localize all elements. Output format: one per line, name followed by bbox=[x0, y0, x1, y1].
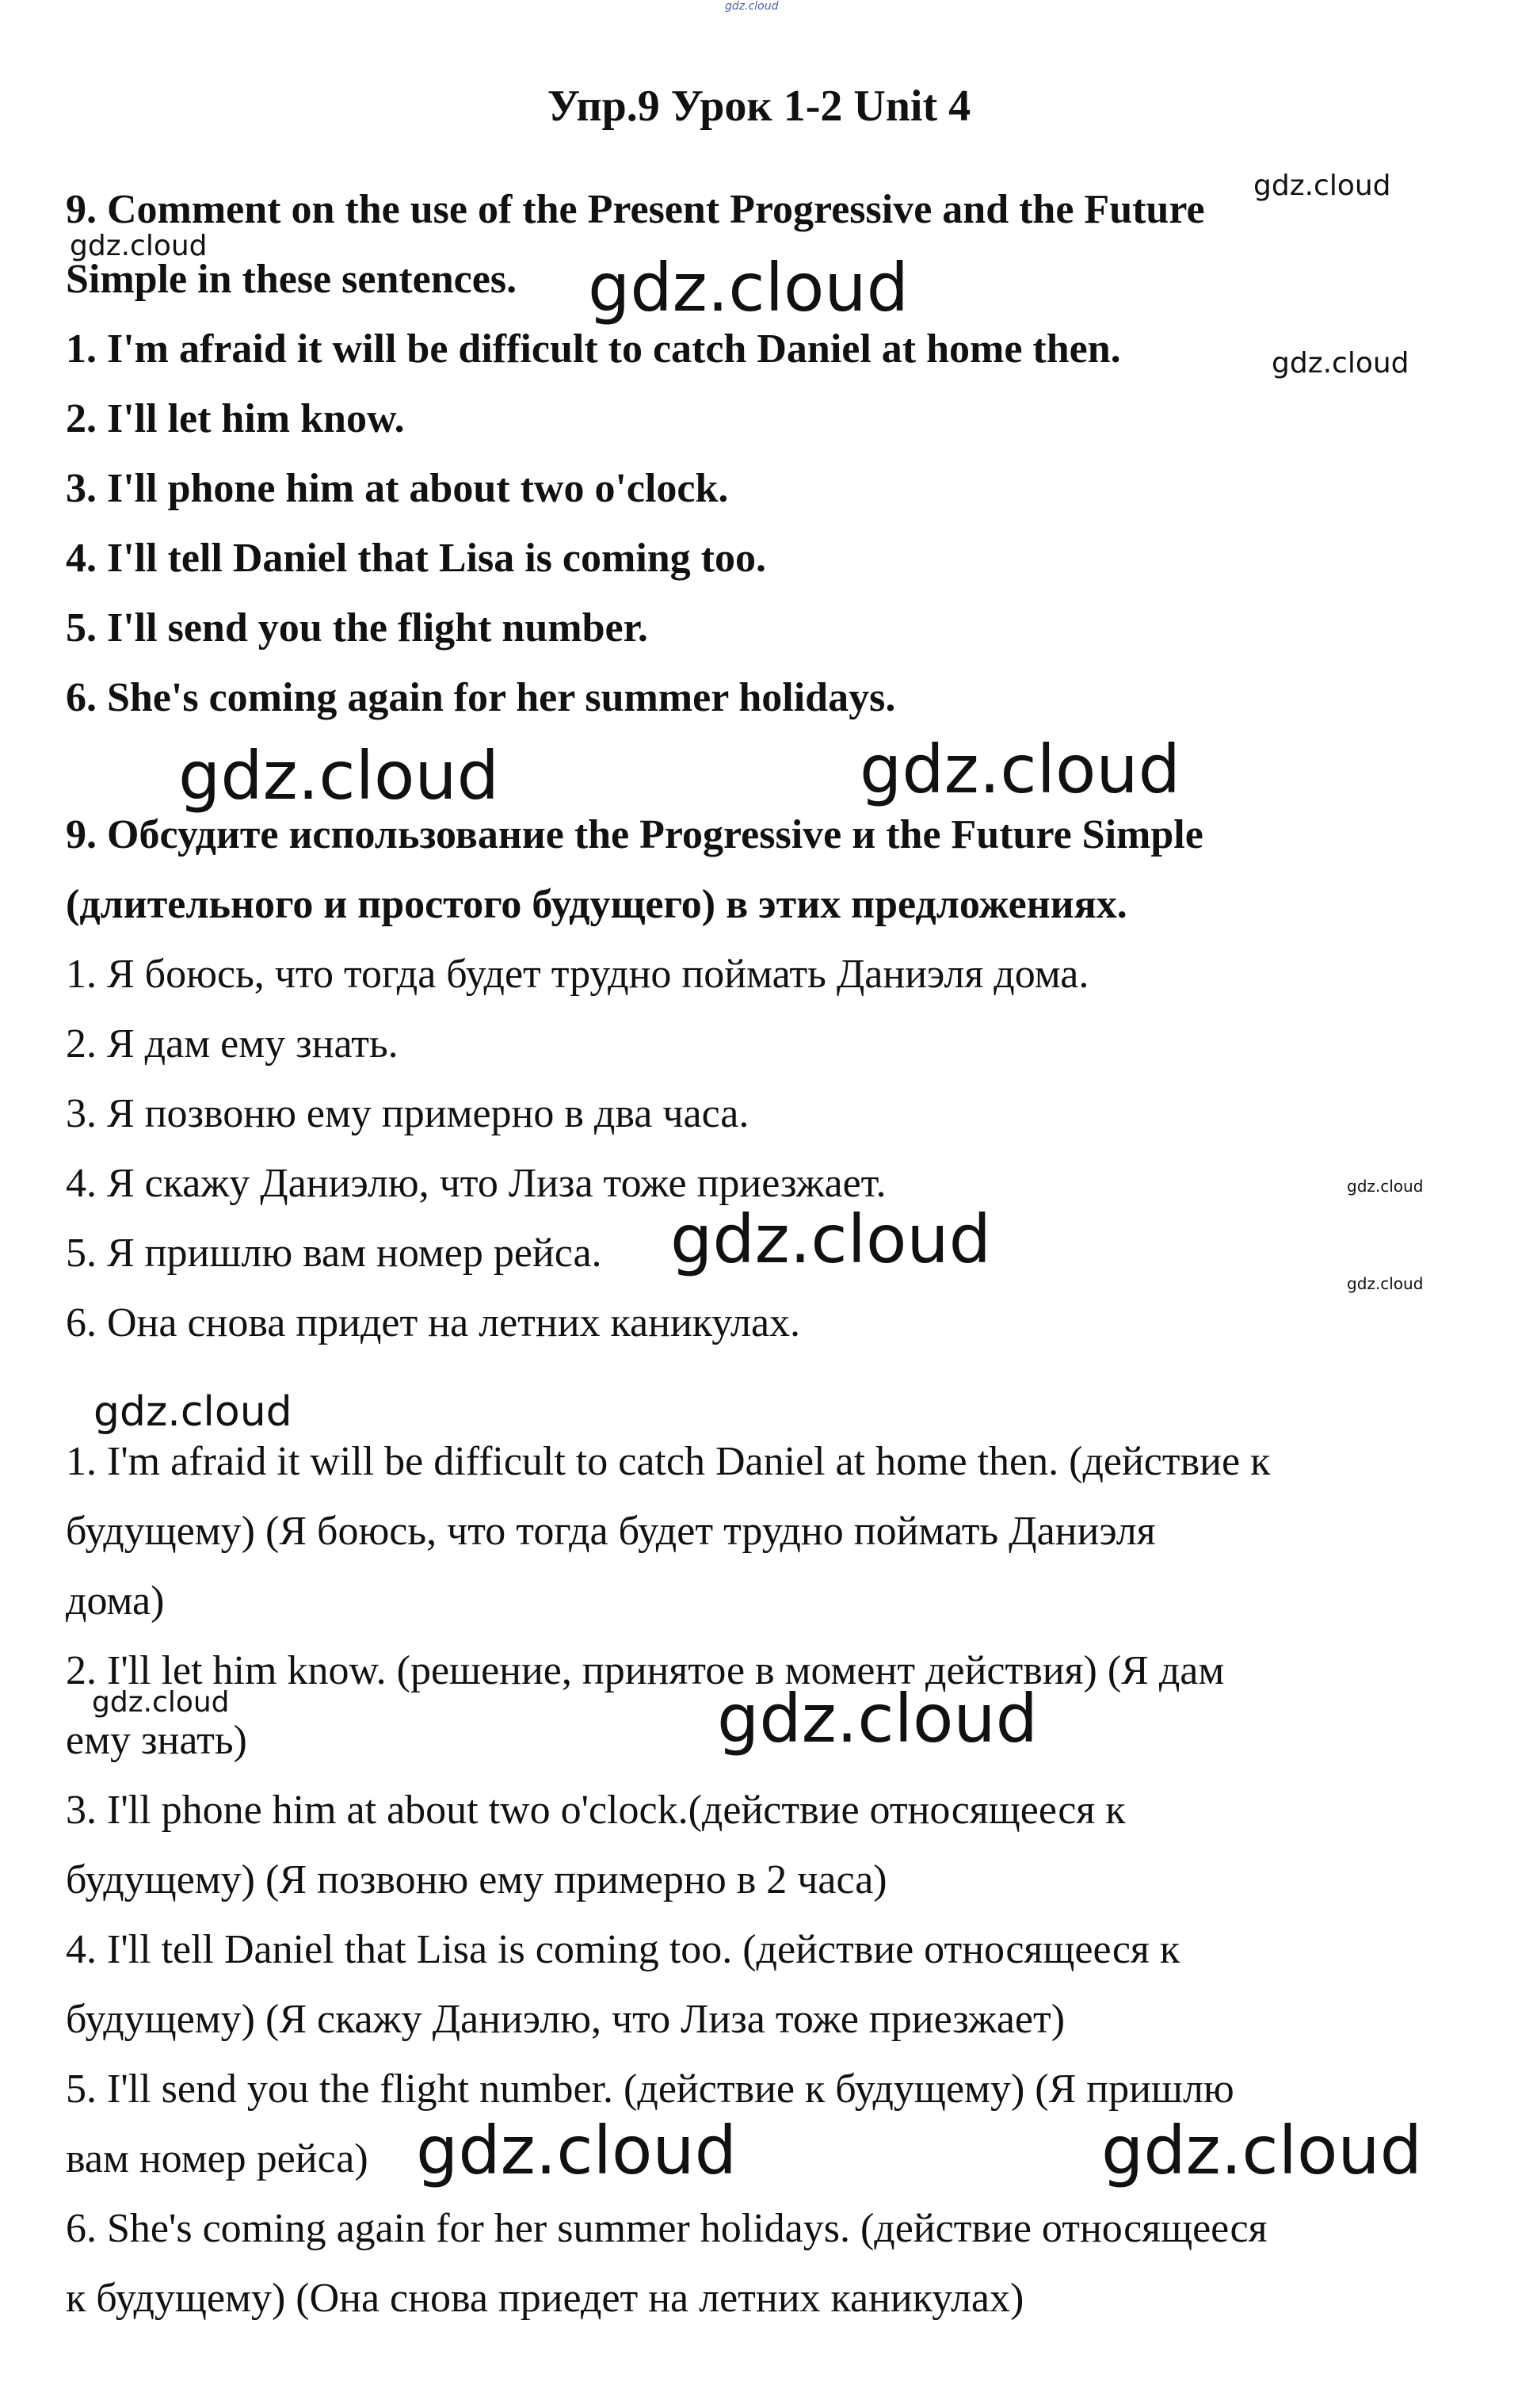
watermark: gdz.cloud bbox=[588, 249, 909, 326]
task-en-item: 4. I'll tell Daniel that Lisa is coming too. bbox=[66, 536, 766, 581]
answer-line: будущему) (Я боюсь, что тогда будет трудно поймать Даниэля bbox=[66, 1509, 1156, 1554]
watermark: gdz.cloud bbox=[416, 2112, 737, 2189]
watermark: gdz.cloud bbox=[70, 230, 208, 262]
answer-line: ему знать) bbox=[66, 1718, 247, 1763]
watermark: gdz.cloud bbox=[93, 1388, 292, 1436]
answer-line: к будущему) (Она снова приедет на летних каникулах) bbox=[66, 2276, 1024, 2321]
task-ru-item: 5. Я пришлю вам номер рейса. bbox=[66, 1231, 602, 1276]
watermark: gdz.cloud bbox=[725, 0, 779, 13]
answer-line: 3. I'll phone him at about two o'clock.(действие относящееся к bbox=[66, 1788, 1126, 1833]
task-ru-item: 1. Я боюсь, что тогда будет трудно поймать Даниэля дома. bbox=[66, 952, 1089, 997]
task-ru-item: 3. Я позвоню ему примерно в два часа. bbox=[66, 1091, 749, 1136]
answer-line: вам номер рейса) bbox=[66, 2136, 368, 2181]
watermark: gdz.cloud bbox=[178, 737, 499, 815]
answer-line: дома) bbox=[66, 1578, 165, 1624]
task-en-item: 6. She's coming again for her summer holidays. bbox=[66, 675, 896, 720]
task-ru-item: 4. Я скажу Даниэлю, что Лиза тоже приезжает. bbox=[66, 1161, 887, 1206]
watermark: gdz.cloud bbox=[1347, 1177, 1424, 1196]
task-en-item: 1. I'm afraid it will be difficult to catch Daniel at home then. bbox=[66, 326, 1121, 372]
watermark: gdz.cloud bbox=[1272, 347, 1409, 380]
task-ru-heading-line2: (длительного и простого будущего) в этих предложениях. bbox=[66, 882, 1127, 927]
task-ru-item: 2. Я дам ему знать. bbox=[66, 1021, 399, 1067]
answer-line: будущему) (Я позвоню ему примерно в 2 часа) bbox=[66, 1857, 887, 1902]
answer-line: 1. I'm afraid it will be difficult to catch Daniel at home then. (действие к bbox=[66, 1439, 1271, 1484]
answer-line: будущему) (Я скажу Даниэлю, что Лиза тоже приезжает) bbox=[66, 1997, 1066, 2042]
watermark: gdz.cloud bbox=[1101, 2112, 1422, 2189]
task-en-item: 3. I'll phone him at about two o'clock. bbox=[66, 466, 729, 511]
task-en-heading-line2: Simple in these sentences. bbox=[66, 257, 517, 302]
watermark: gdz.cloud bbox=[1253, 170, 1391, 202]
watermark: gdz.cloud bbox=[860, 731, 1180, 808]
watermark: gdz.cloud bbox=[92, 1686, 230, 1719]
task-en-item: 2. I'll let him know. bbox=[66, 396, 405, 441]
page-title: Упр.9 Урок 1-2 Unit 4 bbox=[547, 82, 971, 131]
watermark: gdz.cloud bbox=[717, 1680, 1038, 1757]
watermark: gdz.cloud bbox=[670, 1200, 991, 1278]
answer-line: 6. She's coming again for her summer holidays. (действие относящееся bbox=[66, 2206, 1268, 2251]
task-en-item: 5. I'll send you the flight number. bbox=[66, 605, 648, 651]
task-ru-heading-line1: 9. Обсудите использование the Progressive и the Future Simple bbox=[66, 812, 1203, 857]
answer-line: 5. I'll send you the flight number. (действие к будущему) (Я пришлю bbox=[66, 2066, 1234, 2112]
task-en-heading-line1: 9. Comment on the use of the Present Progressive and the Future bbox=[66, 187, 1205, 232]
answer-line: 4. I'll tell Daniel that Lisa is coming too. (действие относящееся к bbox=[66, 1927, 1180, 1972]
task-ru-item: 6. Она снова придет на летних каникулах. bbox=[66, 1300, 801, 1345]
answer-line: 2. I'll let him know. (решение, принятое в момент действия) (Я дам bbox=[66, 1648, 1225, 1693]
watermark: gdz.cloud bbox=[1347, 1274, 1424, 1293]
